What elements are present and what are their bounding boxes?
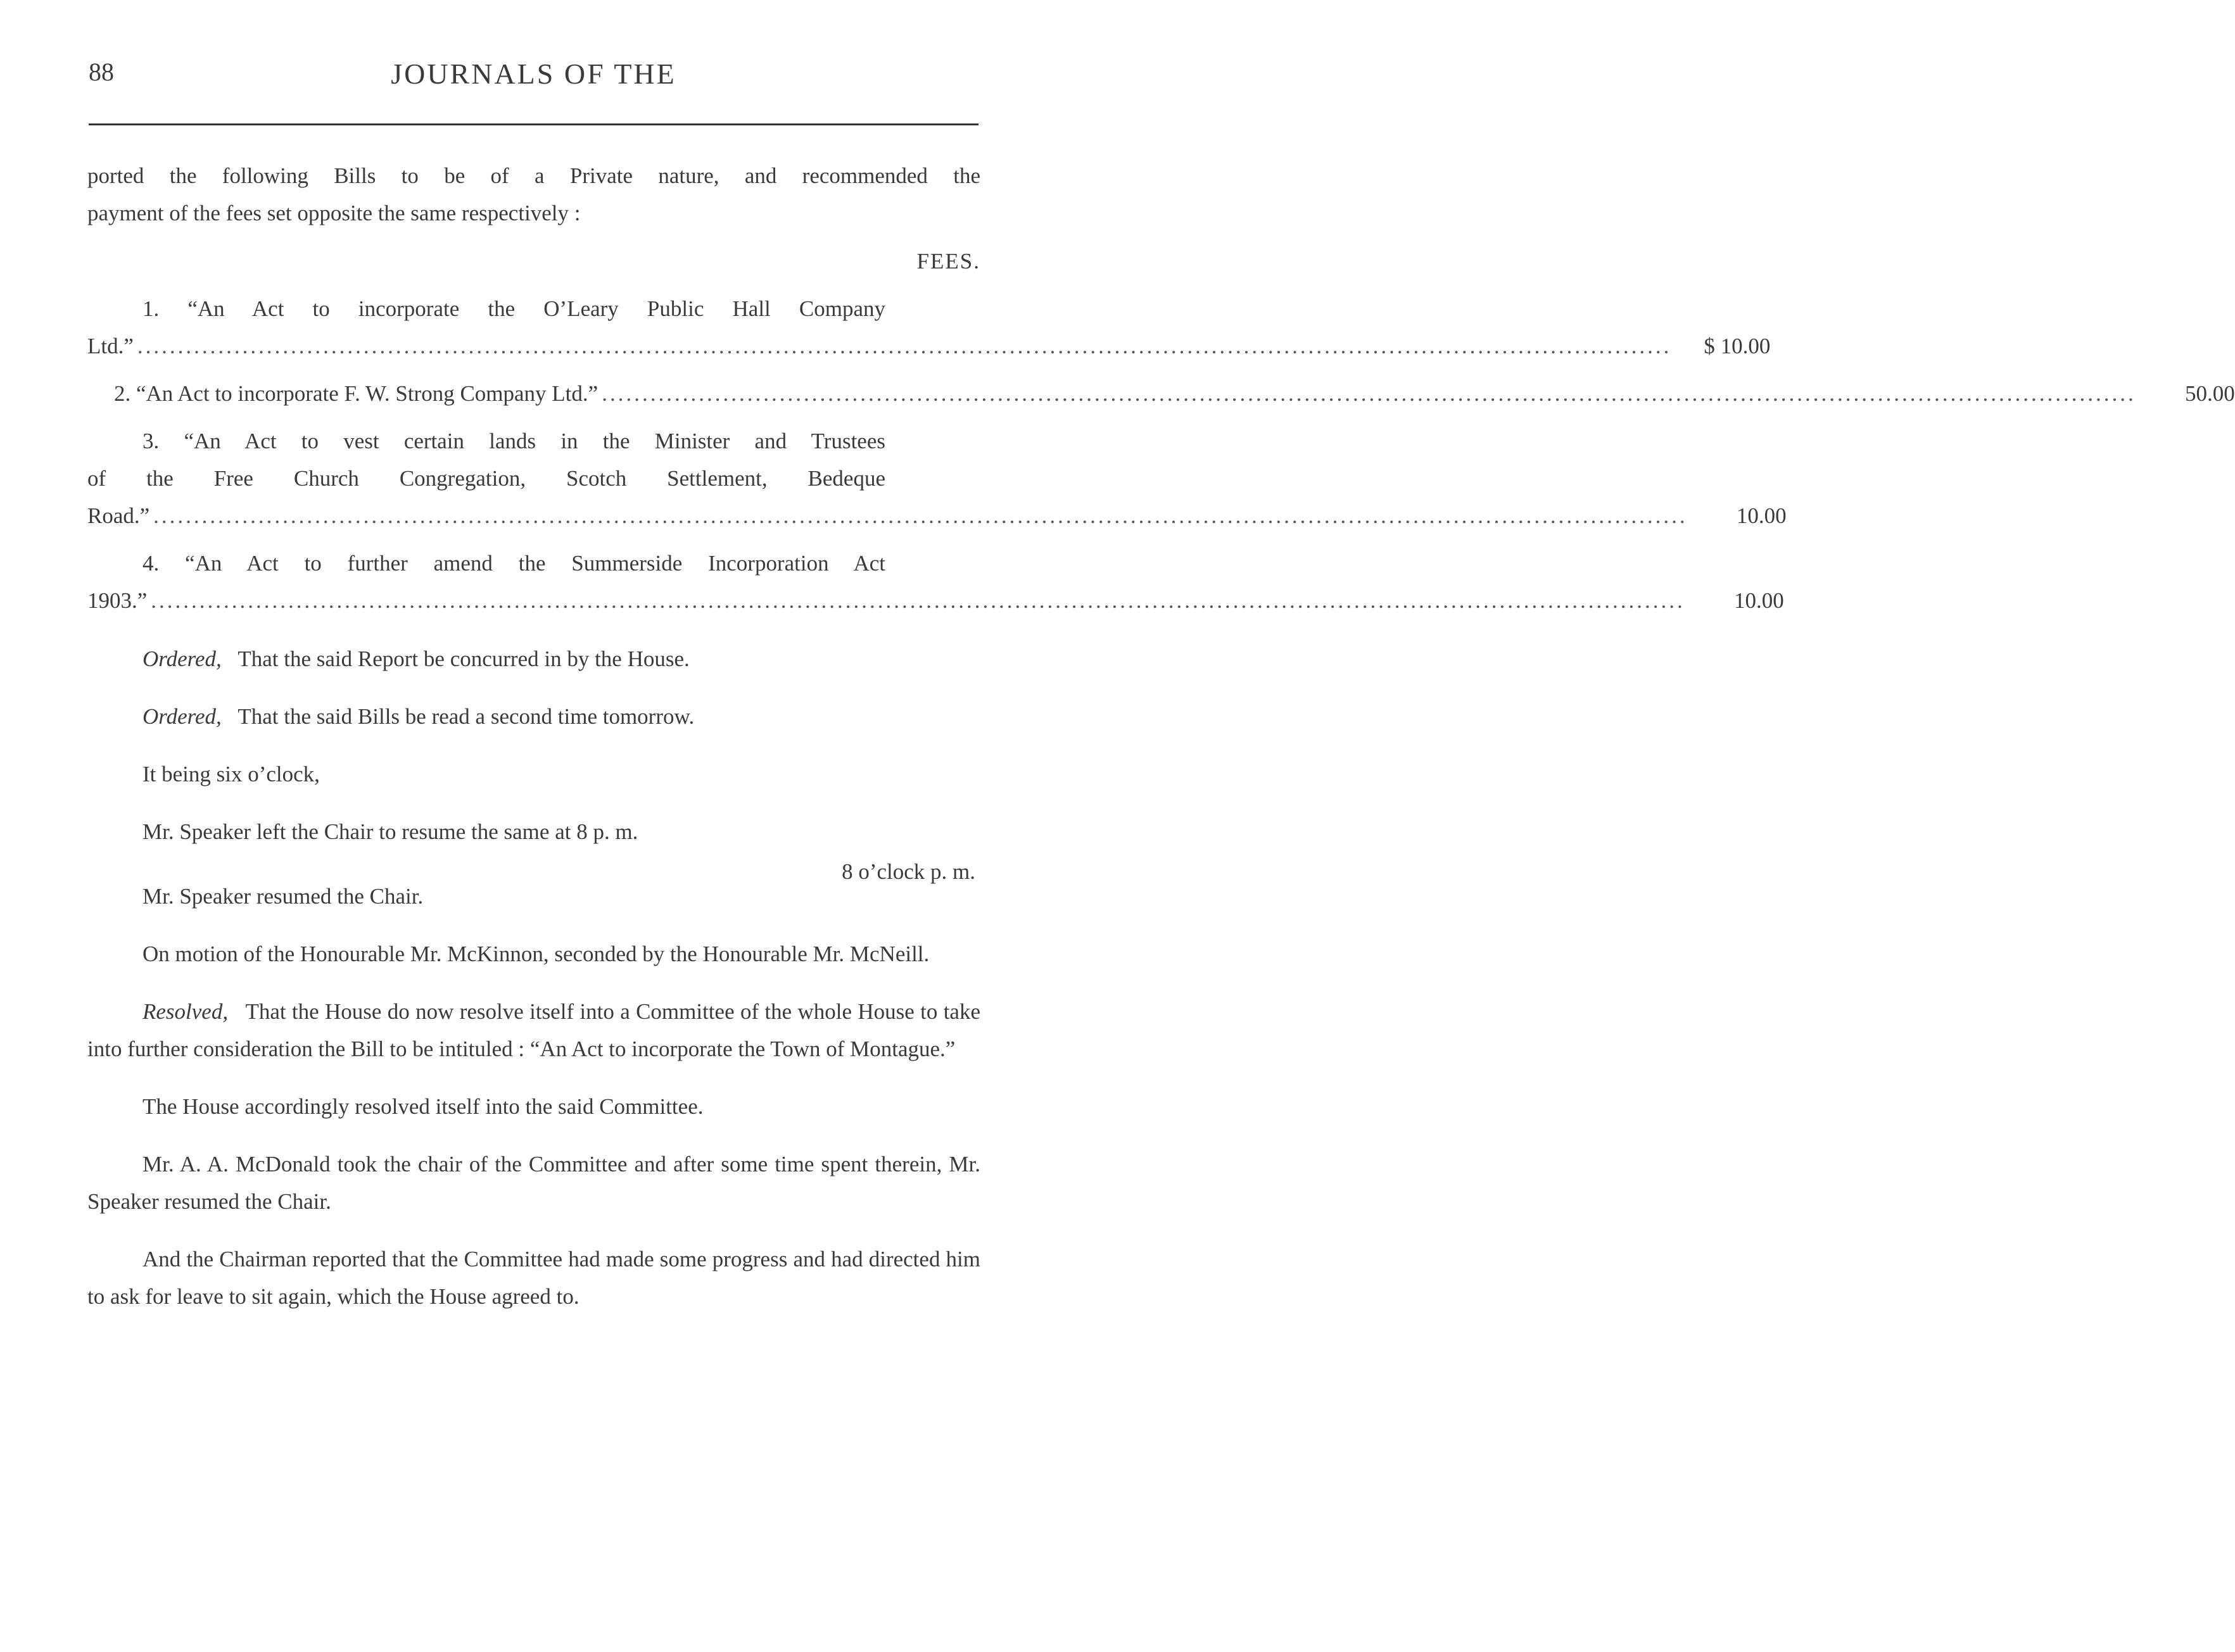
intro-line-2: payment of the fees set opposite the same respectively : [87, 201, 581, 225]
six-oclock-line: It being six o’clock, [142, 762, 320, 786]
header-rule [89, 123, 978, 125]
accordingly-line: The House accordingly resolved itself into the said Committee. [142, 1094, 704, 1119]
bill-item [87, 290, 1771, 365]
bill-fee: $ 10.00 [1704, 334, 1771, 358]
speaker-resumed-line: Mr. Speaker resumed the Chair. [142, 884, 424, 909]
ordered-bills [87, 698, 980, 735]
bill-fee-line [87, 375, 2235, 412]
page-number: 88 [89, 58, 114, 86]
bill-item [87, 422, 1787, 534]
ordered-label: Ordered, [142, 704, 222, 729]
chairman-paragraph: And the Chairman reported that the Committee had made some progress and had directed him to ask for leave to sit again, which the House agreed to. [87, 1247, 980, 1309]
dot-leader: .............................................................................................................................................................................................. [137, 334, 1672, 358]
bill-text-end: Road.” [87, 503, 150, 528]
bill-item [87, 545, 1784, 619]
bill-text-end: 1903.” [87, 588, 148, 613]
bill-text-end: 2. “An Act to incorporate F. W. Strong Company Ltd.” [114, 381, 598, 406]
running-head: JOURNALS OF THE [391, 58, 676, 90]
bill-item [87, 375, 2235, 412]
bill-fee-line [87, 582, 1784, 619]
dot-leader: .............................................................................................................................................................................................. [602, 381, 2136, 406]
bill-fee: 50.00 [2184, 381, 2235, 406]
page-body [87, 157, 2235, 1315]
bill-text: 4. “An Act to further amend the Summerside Incorporation Act [142, 551, 885, 576]
bill-fee-line [87, 497, 1787, 534]
bill-text: 3. “An Act to vest certain lands in the Minister and Trustees [142, 429, 885, 453]
speaker-left-line: Mr. Speaker left the Chair to resume the same at 8 p. m. [142, 819, 638, 844]
mcdonald-paragraph: Mr. A. A. McDonald took the chair of the Committee and after some time spent therein, Mr. Speaker resumed the Chair. [87, 1152, 980, 1214]
intro-line-1: ported the following Bills to be of a Private nature, and recommended the [87, 163, 980, 188]
page-header [89, 51, 978, 95]
bill-fee: 10.00 [1734, 588, 1784, 613]
evening-time: 8 o’clock p. m. [842, 859, 975, 884]
motion-paragraph: On motion of the Honourable Mr. McKinnon, seconded by the Honourable Mr. McNeill. [142, 942, 930, 966]
bill-fee-line [87, 327, 1771, 365]
resolved-paragraph [87, 993, 980, 1068]
ordered-label: Ordered, [142, 646, 222, 671]
bill-text: of the Free Church Congregation, Scotch Settlement, Bedeque [87, 466, 885, 491]
resolved-label: Resolved, [142, 999, 229, 1024]
bill-fee: 10.00 [1736, 503, 1787, 528]
dot-leader: .............................................................................................................................................................................................. [153, 503, 1688, 528]
ordered-report [87, 640, 980, 678]
ordered-text: That the said Report be concurred in by the House. [237, 646, 690, 671]
bill-text: 1. “An Act to incorporate the O’Leary Public Hall Company [142, 296, 885, 321]
bill-text-end: Ltd.” [87, 334, 134, 358]
resolved-text: That the House do now resolve itself into a Committee of the whole House to take into further consideration the Bill to be intituled : “An Act to incorporate the Town of Montague.” [87, 999, 980, 1061]
dot-leader: .............................................................................................................................................................................................. [151, 588, 1685, 613]
fees-heading: FEES. [916, 249, 980, 274]
ordered-text: That the said Bills be read a second time tomorrow. [237, 704, 695, 729]
